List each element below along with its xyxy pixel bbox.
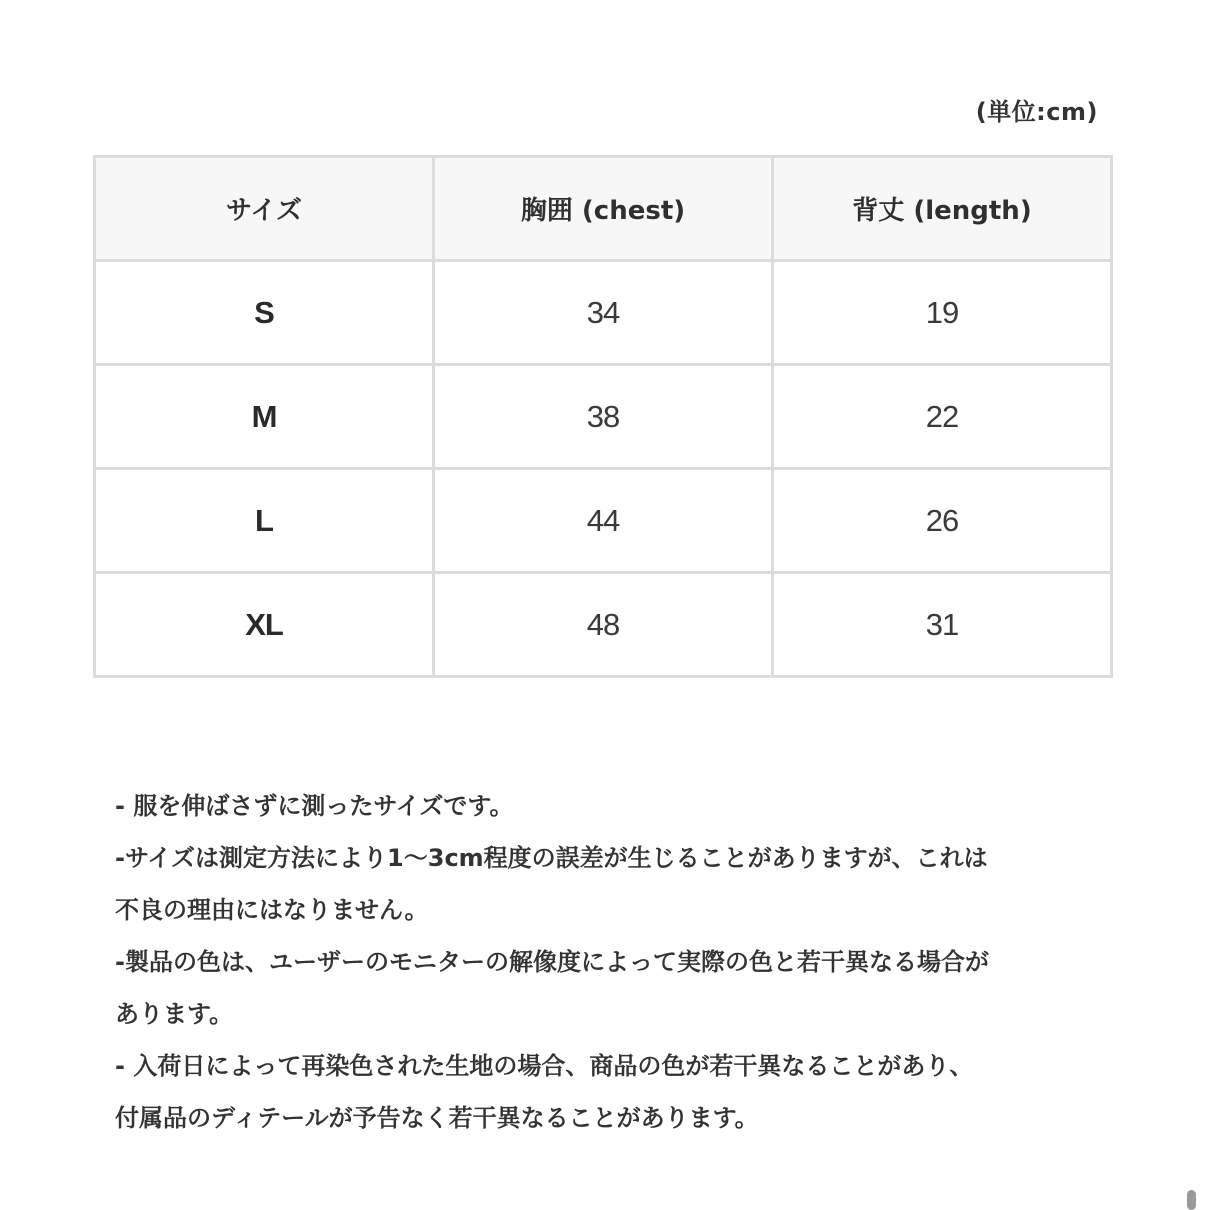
length-cell: 19 xyxy=(773,261,1112,365)
notes-section xyxy=(115,780,1105,1144)
chest-cell: 34 xyxy=(434,261,773,365)
table-row xyxy=(95,261,1112,365)
unit-label: (単位:cm) xyxy=(975,98,1098,126)
note-line: - 入荷日によって再染色された生地の場合、商品の色が若干異なることがあり、 xyxy=(115,1052,974,1080)
note-line: 不良の理由にはなりません。 xyxy=(115,896,429,924)
size-cell: M xyxy=(95,365,434,469)
note-line: -製品の色は、ユーザーのモニターの解像度によって実際の色と若干異なる場合が xyxy=(115,948,989,976)
size-cell: S xyxy=(95,261,434,365)
table-header-row xyxy=(95,157,1112,261)
length-cell: 22 xyxy=(773,365,1112,469)
scrollbar-handle[interactable] xyxy=(1187,1190,1196,1210)
table-row xyxy=(95,573,1112,677)
length-cell: 31 xyxy=(773,573,1112,677)
table-row xyxy=(95,469,1112,573)
header-size: サイズ xyxy=(95,157,434,261)
header-length: 背丈 (length) xyxy=(773,157,1112,261)
size-chart-table xyxy=(93,155,1113,678)
table-row xyxy=(95,365,1112,469)
chest-cell: 44 xyxy=(434,469,773,573)
length-cell: 26 xyxy=(773,469,1112,573)
size-cell: L xyxy=(95,469,434,573)
note-line: -サイズは測定方法により1〜3cm程度の誤差が生じることがありますが、これは xyxy=(115,844,988,872)
size-cell: XL xyxy=(95,573,434,677)
note-line: 付属品のディテールが予告なく若干異なることがあります。 xyxy=(115,1104,759,1132)
header-chest: 胸囲 (chest) xyxy=(434,157,773,261)
chest-cell: 48 xyxy=(434,573,773,677)
chest-cell: 38 xyxy=(434,365,773,469)
note-line: あります。 xyxy=(115,1000,234,1028)
note-line: - 服を伸ばさずに測ったサイズです。 xyxy=(115,792,514,820)
